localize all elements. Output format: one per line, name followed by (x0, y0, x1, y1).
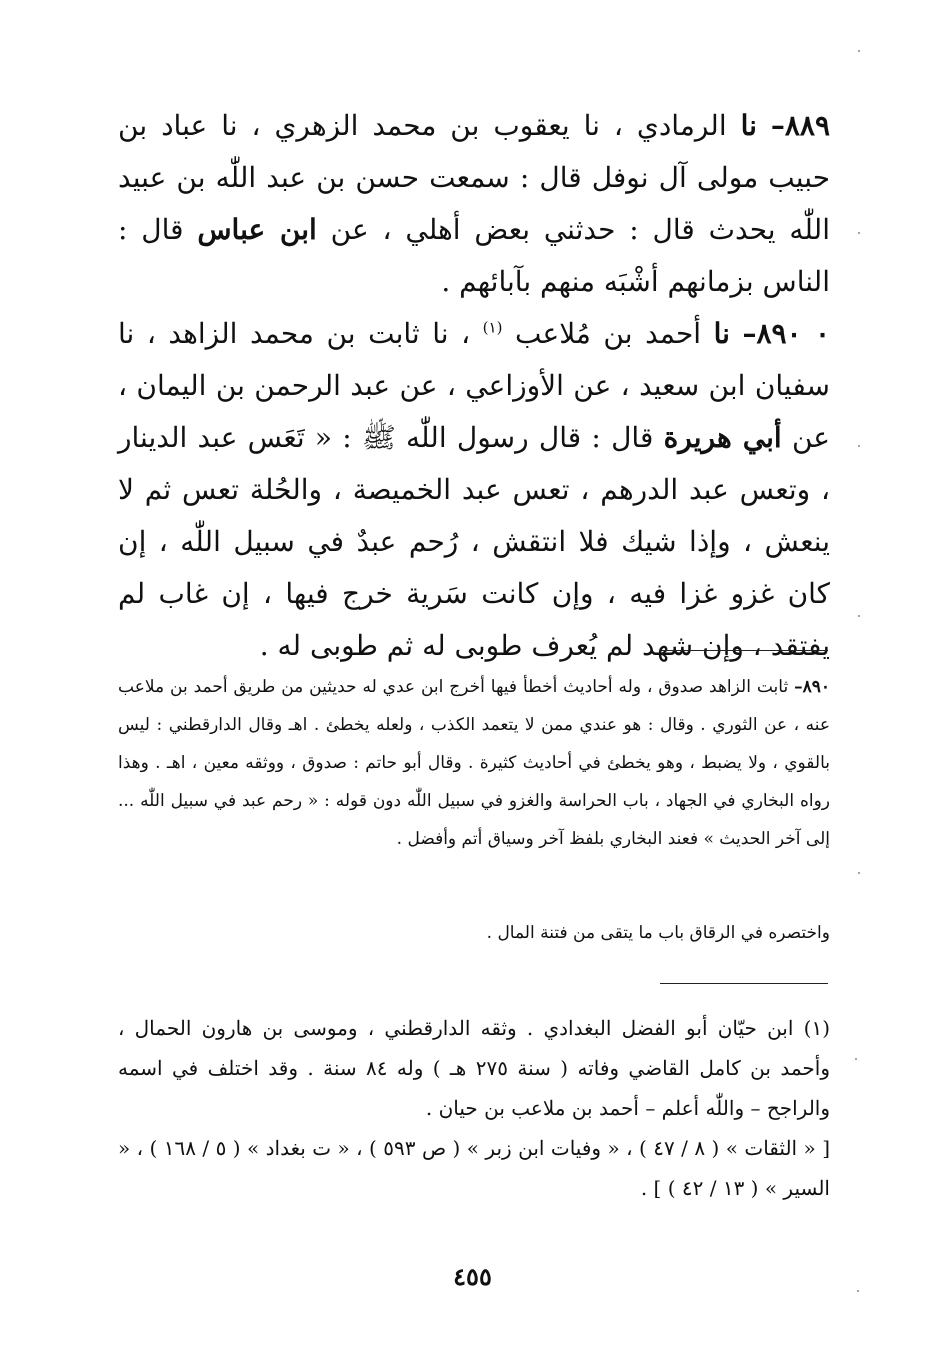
footnote-divider (660, 650, 828, 651)
hadith-text: ، نا ثابت بن محمد الزاهد ، نا سفيان ابن سعيد ، عن الأوزاعي ، عن عبد الرحمن بن اليمان ، عن (118, 317, 830, 454)
scan-speck (858, 872, 860, 874)
hadith-889 (118, 100, 830, 308)
page-number: ٤٥٥ (453, 1262, 492, 1291)
footnote-number: (١) (803, 1016, 831, 1040)
footnote-citations (118, 1128, 830, 1208)
footnote-divider (660, 983, 828, 984)
footnote-text: ابن حيّان أبو الفضل البغدادي . وثقه الدارقطني ، وموسى بن هارون الحمال ، وأحمد بن كامل القاضي وفاته ( سنة ٢٧٥ هـ ) وله ٨٤ سنة . وقد اختلف في اسمه والراجح – واللّٰه أعلم – أحمد بن ملاعب بن حيان . (118, 1016, 831, 1120)
commentary-text: ثابت الزاهد صدوق ، وله أحاديث أخطأ فيها أخرج ابن عدي له حديثين من طريق أحمد بن ملاعب عنه ، عن الثوري . وقال : هو عندي ممن لا يتعمد الكذب ، ولعله يخطئ . اهـ وقال الدارقطني : ليس بالقوي ، ولا يضبط ، وهو يخطئ في أحاديث كثيرة . وقال أبو حاتم : صدوق ، ووثقه معين ، اهـ . وهذا رواه البخاري في الجهاد ، باب الحراسة والغزو في سبيل اللّٰه دون قوله : « رحم عبد في سبيل اللّٰه ... إلى آخر الحديث » فعند البخاري بلفظ آخر وسياق أتم وأفضل . (118, 677, 830, 849)
scan-speck (858, 50, 860, 52)
footnote-1 (118, 1008, 830, 1128)
commentary-890 (118, 668, 830, 858)
narrator-name: أبي هريرة (663, 421, 782, 454)
scan-speck (858, 232, 860, 234)
commentary-number: ٨٩٠– (794, 677, 830, 697)
hadith-890 (118, 308, 830, 672)
hadith-text: قال : قال رسول اللّٰه ﷺ : « تَعَس عبد الدينار ، وتعس عبد الدرهم ، تعس عبد الخميصة ، والحُلة تعس ثم لا ينعش ، وإذا شيك فلا انتقش ، رُحم عبدٌ في سبيل اللّٰه ، إن كان غزو غزا فيه ، وإن كانت سَرية خرج فيها ، إن غاب لم يفتقد ، وإن شهد لم يُعرف طوبى له ثم طوبى له . (118, 421, 830, 662)
commentary-890-addition (118, 914, 830, 952)
commentary-text: واختصره في الرقاق باب ما يتقى من فتنة المال . (486, 923, 830, 943)
hadith-number: ٨٨٩– (770, 109, 831, 142)
narrator-name: ابن عباس (197, 213, 317, 246)
hadith-text: قال : الناس بزمانهم أشْبَه منهم بآبائهم . (118, 213, 830, 298)
citation-text: [ « الثقات » ( ٨ / ٤٧ ) ، « وفيات ابن زبر » ( ص ٥٩٣ ) ، « ت بغداد » ( ٥ / ١٦٨ ) ، « السير » ( ١٣ / ٤٢ ) ] . (118, 1136, 830, 1200)
scan-speck (858, 615, 860, 617)
scan-speck (858, 445, 860, 447)
hadith-number: ٠ ٨٩٠– (742, 317, 831, 350)
narration-word: نا (713, 317, 730, 350)
scan-speck (857, 1290, 859, 1292)
footnote-reference: (١) (482, 318, 503, 337)
hadith-text: الرمادي ، نا يعقوب بن محمد الزهري ، نا عباد بن حبيب مولى آل نوفل قال : سمعت حسن بن عبد اللّٰه بن عبيد اللّٰه يحدث قال : حدثني بعض أهلي ، عن (118, 109, 830, 246)
scan-speck (855, 1058, 857, 1060)
narration-word: نا (740, 109, 757, 142)
hadith-text: أحمد بن مُلاعب (502, 317, 714, 350)
